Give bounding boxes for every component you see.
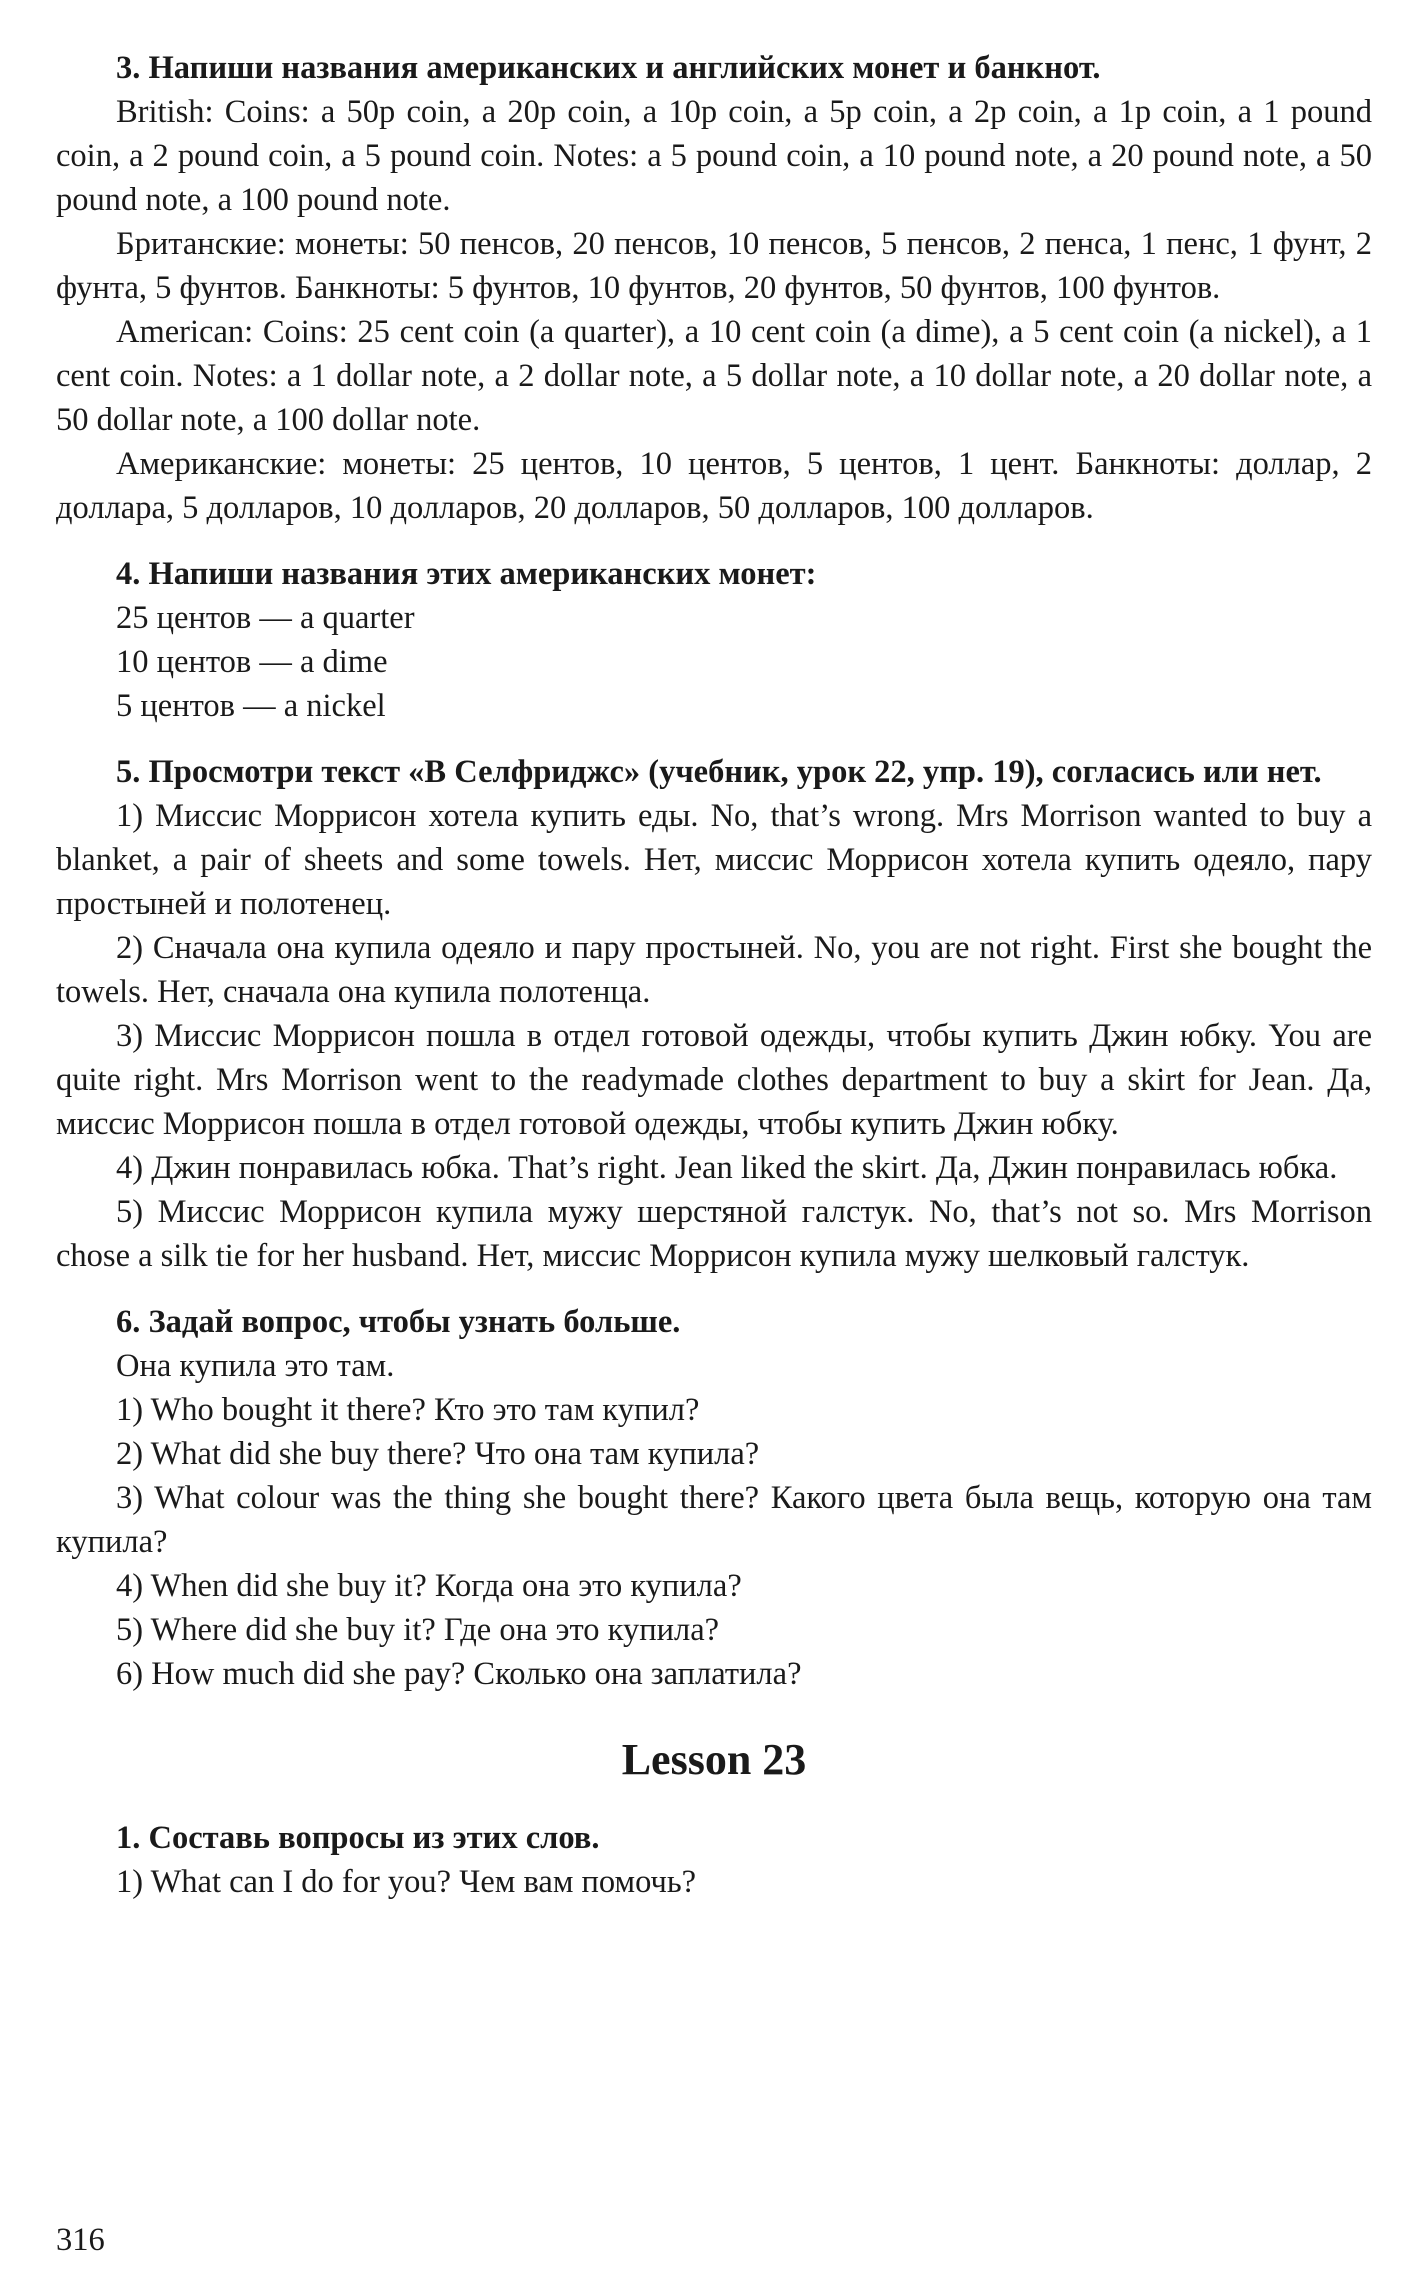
- list-item: 4) When did she buy it? Когда она это купила?: [116, 1568, 742, 1604]
- exercise-6-intro: Она купила это там.: [116, 1348, 395, 1384]
- lesson-23-exercise-1-heading: 1. Составь вопросы из этих слов.: [116, 1820, 600, 1856]
- list-item: 1) What can I do for you? Чем вам помочь?: [116, 1864, 697, 1900]
- american-english-paragraph: American: Coins: 25 cent coin (a quarter), a 10 cent coin (a dime), a 5 cent coin (a nickel), a 1 cent coin. Notes: a 1 dollar note, a 2 dollar note, a 5 dollar note, a 10 dollar note, a 20 dollar note, a 50 dollar note, a 100 dollar note.: [56, 314, 1372, 438]
- list-item: 6) How much did she pay? Сколько она заплатила?: [116, 1656, 802, 1692]
- exercise-6: [56, 1300, 1372, 1696]
- page-number: 316: [56, 2222, 105, 2258]
- exercise-3-heading: 3. Напиши названия американских и английских монет и банкнот.: [116, 50, 1101, 86]
- exercise-3: [56, 46, 1372, 530]
- exercise-5: [56, 750, 1372, 1278]
- exercise-4-heading: 4. Напиши названия этих американских монет:: [116, 556, 817, 592]
- exercise-5-heading: 5. Просмотри текст «В Селфриджс» (учебник, урок 22, упр. 19), согласись или нет.: [116, 754, 1322, 790]
- exercise-6-heading: 6. Задай вопрос, чтобы узнать больше.: [116, 1304, 681, 1340]
- lesson-23-exercise-1: [56, 1816, 1372, 1904]
- list-item: 4) Джин понравилась юбка. That’s right. Jean liked the skirt. Да, Джин понравилась юбка.: [116, 1150, 1338, 1186]
- list-item: 25 центов — a quarter: [116, 600, 415, 636]
- list-item: 3) Миссис Моррисон пошла в отдел готовой одежды, чтобы купить Джин юбку. You are quite right. Mrs Morrison went to the readymade clothes department to buy a skirt for Jean. Да, миссис Моррисон пошла в отдел готовой одежды, чтобы купить Джин юбку.: [56, 1018, 1372, 1142]
- list-item: 5) Миссис Моррисон купила мужу шерстяной галстук. No, that’s not so. Mrs Morrison chose a silk tie for her husband. Нет, миссис Моррисон купила мужу шелковый галстук.: [56, 1194, 1372, 1274]
- american-russian-paragraph: Американские: монеты: 25 центов, 10 центов, 5 центов, 1 цент. Банкноты: доллар, 2 доллара, 5 долларов, 10 долларов, 20 долларов, 50 долларов, 100 долларов.: [56, 446, 1372, 526]
- list-item: 1) Миссис Моррисон хотела купить еды. No, that’s wrong. Mrs Morrison wanted to buy a blanket, a pair of sheets and some towels. Нет, миссис Моррисон хотела купить одеяло, пару простыней и полотенец.: [56, 798, 1372, 922]
- list-item: 3) What colour was the thing she bought there? Какого цвета была вещь, которую она там купила?: [56, 1480, 1372, 1560]
- list-item: 1) Who bought it there? Кто это там купил?: [116, 1392, 700, 1428]
- lesson-title: Lesson 23: [621, 1735, 807, 1784]
- list-item: 5) Where did she buy it? Где она это купила?: [116, 1612, 720, 1648]
- list-item: 5 центов — a nickel: [116, 688, 386, 724]
- list-item: 2) Сначала она купила одеяло и пару простыней. No, you are not right. First she bought the towels. Нет, сначала она купила полотенца.: [56, 930, 1372, 1010]
- exercise-4: [56, 552, 1372, 728]
- british-russian-paragraph: Британские: монеты: 50 пенсов, 20 пенсов, 10 пенсов, 5 пенсов, 2 пенса, 1 пенс, 1 фунт, 2 фунта, 5 фунтов. Банкноты: 5 фунтов, 10 фунтов, 20 фунтов, 50 фунтов, 100 фунтов.: [56, 226, 1372, 306]
- list-item: 10 центов — a dime: [116, 644, 388, 680]
- list-item: 2) What did she buy there? Что она там купила?: [116, 1436, 760, 1472]
- british-english-paragraph: British: Coins: a 50p coin, a 20p coin, a 10p coin, a 5p coin, a 2p coin, a 1p coin, a 1 pound coin, a 2 pound coin, a 5 pound coin. Notes: a 5 pound coin, a 10 pound note, a 20 pound note, a 50 pound note, a 100 pound note.: [56, 94, 1372, 218]
